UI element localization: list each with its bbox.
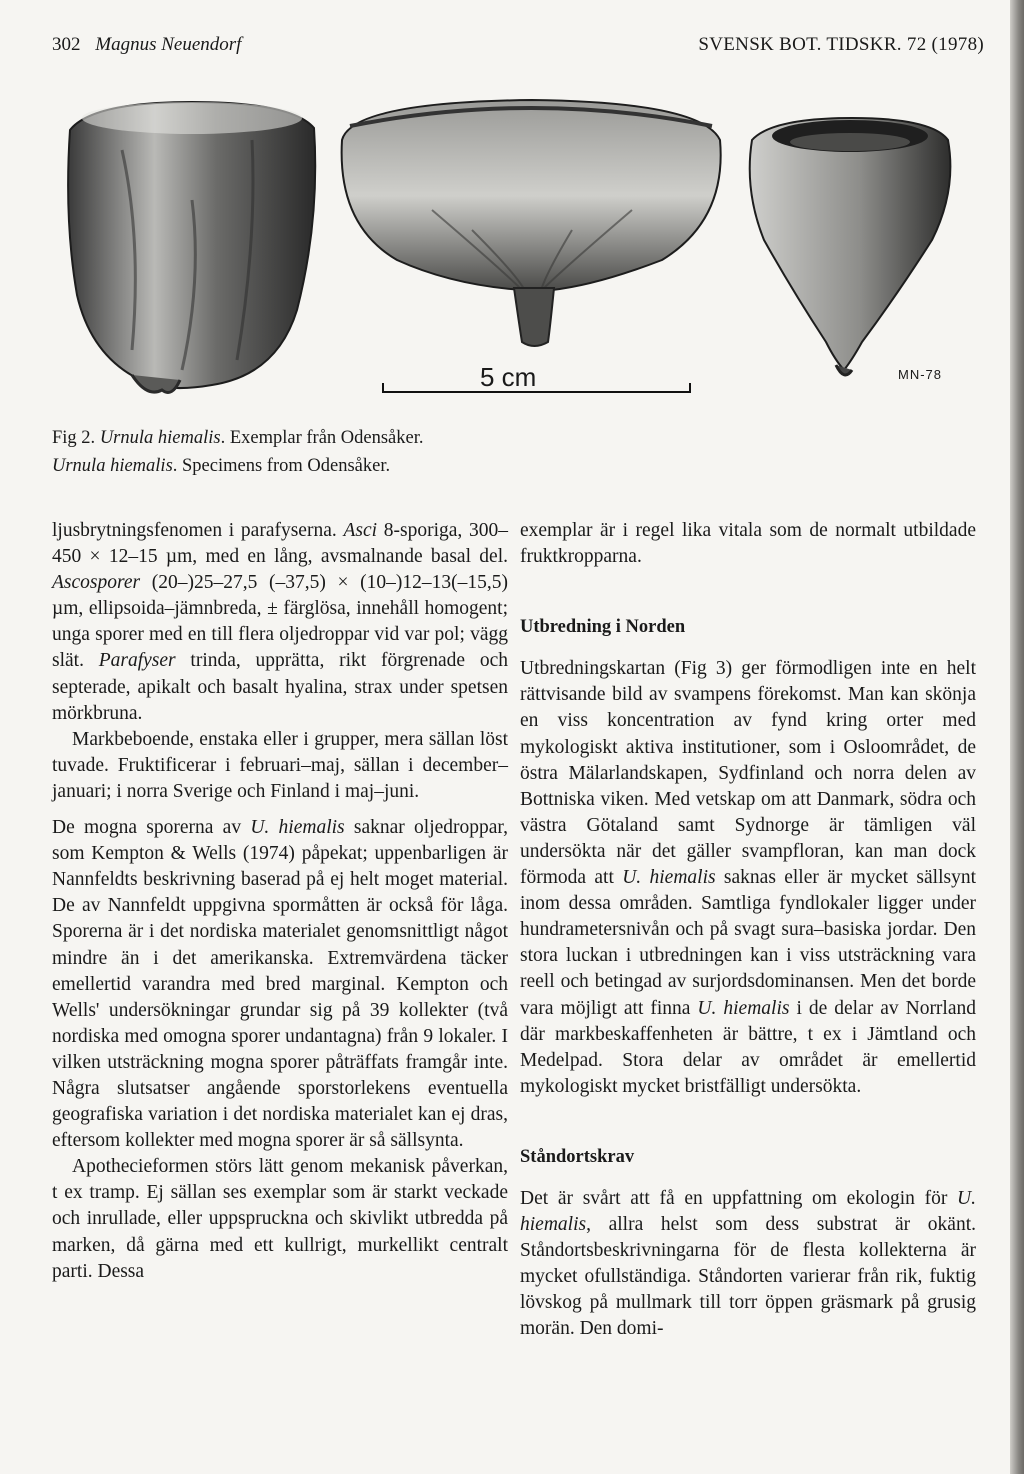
caption-text: . Specimens from Odensåker. — [172, 456, 391, 476]
paragraph: Apothecieformen störs lätt genom mekanisk påverkan, t ex tramp. Ej sällan ses exemplar som är starkt veckade och inrullade, eller uppspruckna och skivlikt utbredda på marken, då gärna med ett kullrigt, murkellikt centralt parti. Dessa — [52, 1156, 508, 1282]
running-header — [52, 34, 984, 62]
paragraph: exemplar är i regel lika vitala som de normalt utbildade fruktkropparna. — [520, 520, 976, 568]
paragraph — [520, 656, 976, 1100]
caption-species: Urnula hiemalis — [52, 456, 173, 476]
text-run: ljusbrytningsfenomen i parafyserna. — [52, 520, 344, 541]
caption-text: . Exemplar från Odensåker. — [220, 428, 424, 448]
section-heading: Ståndortskrav — [520, 1146, 635, 1167]
text-run: saknar oljedroppar, som Kempton & Wells (1974) påpekat; uppenbarligen är Nannfeldts beskrivning baserad på ej helt moget material. De av Nannfeldt uppgivna spormåtten är också för låga. Sporerna är i det nordiska materialet genomsnittligt något mindre än i det amerikanska. Extremvärdena täcker emellertid varandra med bred marginal. Kempton och Wells' undersökningar grundar sig på 39 kollekter (två nordiska med omogna sporer undantagna) från 9 lokaler. I vilken utsträckning mogna sporer påträffats framgår inte. Några slutsatser angående sporstorlekens eventuella geografiska variation i det nordiska materialet kan ej dras, eftersom kollekter med mogna sporer är så sällsynta. — [52, 817, 509, 1152]
text-run: Ascosporer — [52, 572, 141, 594]
text-run: trinda, upprätta, rikt förgrenade och septerade, apikalt och basalt hyalina, strax under spetsen mörkbruna. — [52, 650, 508, 724]
caption-fig-number: Fig 2. — [52, 428, 96, 448]
right-column — [520, 518, 976, 1343]
artist-mark: MN-78 — [898, 367, 943, 382]
text-run: Parafyser — [98, 650, 176, 672]
text-run: Det är svårt att få en uppfattning om ekologin för — [520, 1187, 958, 1209]
text-run: De mogna sporerna av — [52, 817, 251, 839]
caption-species: Urnula hiemalis — [99, 428, 221, 448]
specimen-figure — [52, 80, 992, 420]
page-edge-shadow — [1010, 0, 1024, 1474]
caption-swedish — [52, 424, 423, 452]
text-run: U. hiemalis — [520, 1187, 976, 1236]
text-run: U. hiemalis — [697, 997, 790, 1019]
figure-caption — [52, 424, 423, 480]
text-run: saknas eller är mycket sällsynt inom dessa områden. Samtliga fyndlokaler ligger under hundrametersnivån och på svagt sura–basiska jordar. Den stora luckan i utbredningen kan i viss utsträckning vara reell och betingad av surjordsdominansen. Men det borde vara möjligt att finna — [520, 867, 976, 1019]
header-left — [52, 34, 241, 56]
author-name: Magnus Neuendorf — [95, 34, 242, 55]
left-column — [52, 518, 508, 1285]
paragraph: Markbeboende, enstaka eller i grupper, mera sällan löst tuvade. Fruktificerar i februari–maj, sällan i december–januari; i norra Sverige och Finland i maj–juni. — [52, 728, 508, 802]
text-run: (20–)25–27,5 (–37,5) × (10–)12–13(–15,5) µm, ellipsoida–jämnbreda, ± färglösa, innehåll homogent; unga sporer med en till flera oljedroppar vid var pol; vägg slät. — [52, 572, 508, 672]
text-run: 8-sporiga, 300–450 × 12–15 µm, med en lång, avsmalnande basal del. — [52, 520, 508, 568]
page-number: 302 — [52, 34, 81, 55]
paragraph — [520, 1186, 976, 1343]
right-specimen — [750, 118, 951, 375]
text-run: U. hiemalis — [250, 817, 345, 839]
section-heading: Utbredning i Norden — [520, 617, 686, 638]
text-run: i de delar av Norrland där markbeskaffenheten är bättre, t ex i Jämtland och Medelpad. Stora delar av området är emellertid mykologiskt mycket bristfälligt undersökta. — [520, 997, 976, 1097]
middle-specimen — [342, 100, 721, 346]
journal-name: SVENSK BOT. TIDSKR. 72 (1978) — [698, 34, 984, 55]
scale-bar — [383, 383, 690, 393]
text-run: U. hiemalis — [622, 867, 716, 889]
paragraph — [52, 815, 508, 1154]
scale-label: 5 cm — [480, 362, 537, 392]
paragraph — [52, 518, 508, 727]
text-run: Asci — [343, 520, 378, 541]
text-run: Utbredningskartan (Fig 3) ger förmodligen inte en helt rättvisande bild av svampens förekomst. Man kan skönja en viss koncentration av fynd kring orter med mykologiskt aktiva institutioner, som i Osloområdet, de östra Mälarlandskapen, Sydfinland och norra delen av Bottniska viken. Med vetskap om att Danmark, södra och västra Götaland samt Sydnorge är tämligen väl undersökta när det gäller svampfloran, kan man dock förmoda att — [520, 658, 976, 889]
caption-english — [52, 452, 423, 480]
left-specimen — [68, 102, 315, 392]
text-run: , allra helst som dess substrat är okänt. Ståndortsbeskrivningarna för de flesta kollekterna är mycket ofullständiga. Ståndorten varierar från rik, fuktig lövskog på mullmark till torr öppen gräsmark på grusig morän. Den domi- — [520, 1214, 976, 1340]
